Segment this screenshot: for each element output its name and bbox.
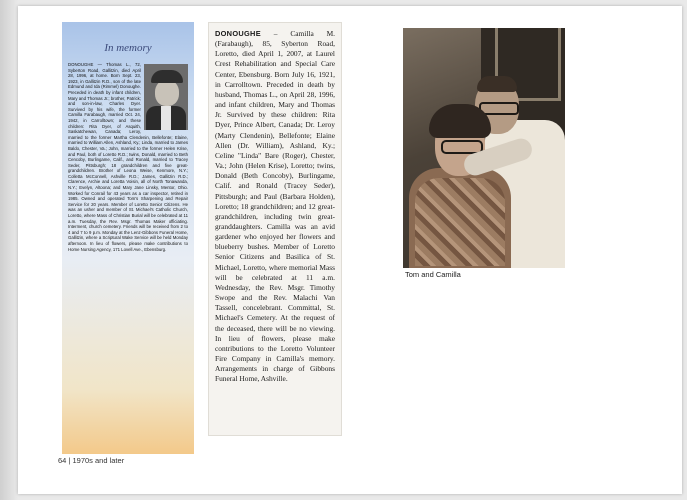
obituary-text-camilla <box>215 29 335 384</box>
obituary-name-camilla: DONOUGHE <box>215 29 261 38</box>
thomas-portrait <box>144 64 188 130</box>
obituary-body-thomas: DONOUGHE — Thomas L., 72, Syberton Road, Gallitzin, died April 28, 1996, at home. Born Sept. 23, 1923, in Gallitzin R.D., son of the late Edmund and Ida (Rimmel) Donoughe. Preceded in death by infant children, Mary and Thomas Jr.; brother, Patrick; and son-in-law, Charles Dyer. Survived by his wife, the former Camilla Farabaugh, married Oct. 24, 1942, in Carrolltown; and these children: Rita Dyer, of Asquith, Saskatchewan, Canada; Leroy, married to the former Martha Clendenin, Bellefonte; Elaine, married to William Allen, Ashland, Ky.; Linda, married to James Baldo, Chester, Va.; John, married to the former Helen Krise, and Paul, both of Loretto R.D.; twins, Donald, married to Beth Cencoby, Burlingame, Calif., and Ronald, married to Tracey Seder, Pittsburgh; 18 grandchildren and five great-grandchildren. Brother of Leona Weise, Kenmore, N.Y.; Colletta McConnell, Ashville R.D.; James, Gallitzin R.D.; Clarence, Archie and Loretta Voisin, all of North Tonawanda, N.Y.; Evelyn, Altoona; and Mary Jane Linsky, Mentor, Ohio. Worked for Conrail for 43 years as a car inspector, retired in 1985. Owned and operated Tom's Sharpening and Repair Service for 20 years. Member of Loretto Senior Citizens. He was an usher and member of St. Michael's Catholic Church, Loretto, where Mass of Christian Burial will be celebrated at 11 a.m. Tuesday, the Rev. Msgr. Thomas Maker officiating. Interment, church cemetery. Friends will be received from 2 to 4 and 7 to 9 p.m. Monday at the Lenz-Gibbons Funeral Home, Gallitzin, where a Scriptural Wake Service will be held Monday afternoon. In lieu of flowers, please make contributions to Home Nursing Agency, 171 Lovell Ave., Ebensburg. <box>68 62 188 252</box>
in-memory-heading: In memory <box>104 42 152 54</box>
page-edge-shadow <box>0 0 18 500</box>
page-footer <box>58 456 124 465</box>
obituary-clipping-thomas <box>62 22 194 454</box>
obituary-clipping-camilla <box>208 22 342 436</box>
photo-caption: Tom and Camilla <box>405 270 461 279</box>
couple-photo <box>403 28 565 268</box>
obituary-text-thomas <box>68 62 188 252</box>
page-number: 64 <box>58 456 67 465</box>
footer-separator: | <box>68 456 71 465</box>
section-title: 1970s and later <box>72 456 125 465</box>
obituary-body-camilla: – Camilla M. (Farabaugh), 85, Syberton Road, Loretto, died April 1, 2007, at Laurel Crest Rehabilitation and Special Care Center, Ebensburg. Born July 16, 1921, in Carrolltown. Preceded in death by husband, Thomas L., on April 28, 1996, and infant children, Mary and Thomas Jr. Survived by these children: Rita Dyer, Prince Albert, Canada; Dr. Leroy (Marty Clendenin), Bellefonte; Elaine Allen (Dr. William), Ashland, Ky.; Celine "Linda" Bare (Roger), Chester, Va.; John (Helen Krise), Loretto; twins, Donald (Beth Concoby), Burlingame, Calif. and Ronald (Tracey Seder), Pittsburgh; and Paul (Barbara Holden), Loretto; 18 grandchildren; and 12 great-grandchildren, including twin great-granddaughters. Camilla was an avid gardener who enjoyed her flowers and blueberry bushes. Member of Loretto Senior Citizens and Basilica of St. Michael, Loretto, where memorial Mass will be celebrated at 11 a.m. Wednesday, the Rev. Msgr. Timothy Swope and the Rev. Malachi Van Tassell, concelebrant. Committal, St. Michael's Cemetery. At the request of the deceased, there will be no viewing. In lieu of flowers, please make contributions to the Loretto Volunteer Fire Company in Camilla's memory. Arrangements in charge of Gibbons Funeral Home, Ashville. <box>215 29 335 384</box>
